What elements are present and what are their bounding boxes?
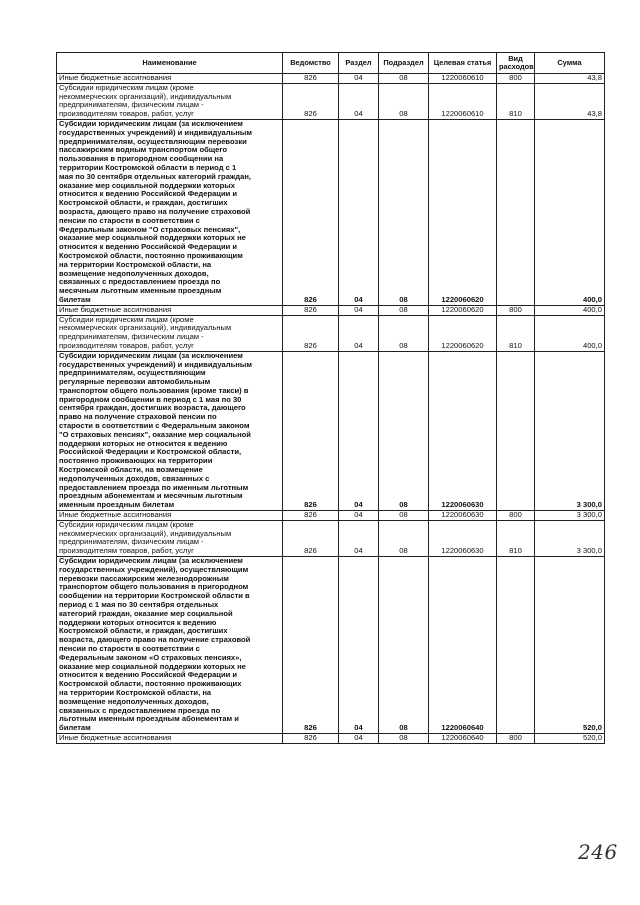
header-section: Раздел	[339, 53, 379, 74]
cell-name: Субсидии юридическим лицам (кроме некоммерческих организаций), индивидуальным предпринимателям, физическим лицам - производителям товаров, работ, услуг	[57, 520, 283, 556]
cell-expense-type	[497, 351, 535, 510]
header-name: Наименование	[57, 53, 283, 74]
cell-subsection: 08	[379, 351, 429, 510]
cell-section: 04	[339, 511, 379, 521]
header-subsection: Подраздел	[379, 53, 429, 74]
cell-dept: 826	[283, 351, 339, 510]
cell-expense-type: 810	[497, 315, 535, 351]
header-expense-type: Вид расходов	[497, 53, 535, 74]
cell-target-article: 1220060620	[429, 305, 497, 315]
cell-expense-type	[497, 119, 535, 305]
cell-name: Иные бюджетные ассигнования	[57, 305, 283, 315]
table-row	[57, 520, 605, 556]
cell-dept: 826	[283, 119, 339, 305]
cell-section: 04	[339, 315, 379, 351]
header-target-article: Целевая статья	[429, 53, 497, 74]
table-row	[57, 83, 605, 119]
cell-name: Субсидии юридическим лицам (за исключением государственных учреждений) и индивидуальным предпринимателям, осуществляющим регулярные перевозки автомобильным транспортом общего пользования (кроме такси) в пригородном сообщении в период с 1 мая по 30 сентября граждан, достигших возраста, дающего право на получение страховой пенсии по старости в соответствии с Федеральным законом "О страховых пенсиях", оказание мер социальной поддержки которых не относится к ведению Российской Федерации и Костромской области, постоянно проживающих на территории Костромской области, на возмещение недополученных доходов, связанных с предоставлением проезда по именным льготным проездным абонементам и месячным льготным именным проездным билетам	[57, 351, 283, 510]
table-header-row	[57, 53, 605, 74]
cell-name: Субсидии юридическим лицам (за исключением государственных учреждений) и индивидуальным предпринимателям, осуществляющим перевозки пассажирским водным транспортом общего пользования в пригородном сообщении на территории Костромской области в период с 1 мая по 30 сентября отдельных категорий граждан, оказание мер социальной поддержки которых относится к ведению Российской Федерации и Костромской области, и граждан, достигших возраста, дающего право на получение страховой пенсии по старости в соответствии с Федеральным законом "О страховых пенсиях", оказание мер социальной поддержки которых не относится к ведению Российской Федерации и Костромской области, постоянно проживающим на территории Костромской области, на возмещение недополученных доходов, связанных с предоставлением проезда по месячным льготным именным проездным билетам	[57, 119, 283, 305]
cell-dept: 826	[283, 511, 339, 521]
cell-amount: 400,0	[535, 315, 605, 351]
cell-section: 04	[339, 119, 379, 305]
cell-dept: 826	[283, 315, 339, 351]
cell-dept: 826	[283, 557, 339, 734]
cell-section: 04	[339, 557, 379, 734]
budget-table	[56, 52, 605, 744]
cell-expense-type	[497, 557, 535, 734]
cell-subsection: 08	[379, 733, 429, 743]
cell-expense-type: 800	[497, 305, 535, 315]
cell-target-article: 1220060620	[429, 315, 497, 351]
cell-amount: 3 300,0	[535, 511, 605, 521]
cell-name: Субсидии юридическим лицам (за исключением государственных учреждений), осуществляющим перевозки пассажирским железнодорожным транспортом общего пользования в пригородном сообщении на территории Костромской области в период с 1 мая по 30 сентября отдельных категорий граждан, оказание мер социальной поддержки которых относится к ведению Костромской области, и граждан, достигших возраста, дающего право на получение страховой пенсии по старости в соответствии с Федеральным законом «О страховых пенсиях», оказание мер социальной поддержки которых не относится к ведению Российской Федерации и Костромской области, постоянно проживающих на территории Костромской области, на возмещение недополученных доходов, связанных с предоставлением проезда по льготным именным проездным абонементам и билетам	[57, 557, 283, 734]
cell-expense-type: 800	[497, 74, 535, 84]
cell-amount: 43,8	[535, 83, 605, 119]
cell-section: 04	[339, 520, 379, 556]
table-row	[57, 315, 605, 351]
cell-subsection: 08	[379, 557, 429, 734]
table-row	[57, 511, 605, 521]
cell-expense-type: 810	[497, 520, 535, 556]
cell-amount: 43,8	[535, 74, 605, 84]
cell-section: 04	[339, 305, 379, 315]
cell-section: 04	[339, 733, 379, 743]
cell-dept: 826	[283, 83, 339, 119]
cell-target-article: 1220060640	[429, 557, 497, 734]
cell-subsection: 08	[379, 315, 429, 351]
table-row	[57, 119, 605, 305]
cell-amount: 520,0	[535, 733, 605, 743]
cell-dept: 826	[283, 74, 339, 84]
table-row	[57, 733, 605, 743]
cell-subsection: 08	[379, 511, 429, 521]
cell-target-article: 1220060630	[429, 351, 497, 510]
header-amount: Сумма	[535, 53, 605, 74]
cell-subsection: 08	[379, 74, 429, 84]
cell-section: 04	[339, 74, 379, 84]
cell-target-article: 1220060620	[429, 119, 497, 305]
cell-subsection: 08	[379, 520, 429, 556]
cell-name: Иные бюджетные ассигнования	[57, 511, 283, 521]
cell-amount: 3 300,0	[535, 351, 605, 510]
cell-name: Иные бюджетные ассигнования	[57, 74, 283, 84]
cell-dept: 826	[283, 520, 339, 556]
cell-expense-type: 810	[497, 83, 535, 119]
cell-target-article: 1220060640	[429, 733, 497, 743]
cell-section: 04	[339, 351, 379, 510]
cell-target-article: 1220060630	[429, 520, 497, 556]
cell-dept: 826	[283, 305, 339, 315]
cell-name: Субсидии юридическим лицам (кроме некоммерческих организаций), индивидуальным предпринимателям, физическим лицам - производителям товаров, работ, услуг	[57, 315, 283, 351]
cell-target-article: 1220060630	[429, 511, 497, 521]
header-dept: Ведомство	[283, 53, 339, 74]
cell-name: Иные бюджетные ассигнования	[57, 733, 283, 743]
page-number: 246	[578, 840, 618, 864]
cell-amount: 400,0	[535, 119, 605, 305]
cell-subsection: 08	[379, 83, 429, 119]
table-row	[57, 74, 605, 84]
cell-amount: 520,0	[535, 557, 605, 734]
table-row	[57, 557, 605, 734]
cell-expense-type: 800	[497, 733, 535, 743]
cell-amount: 3 300,0	[535, 520, 605, 556]
cell-name: Субсидии юридическим лицам (кроме некоммерческих организаций), индивидуальным предпринимателям, физическим лицам - производителям товаров, работ, услуг	[57, 83, 283, 119]
cell-expense-type: 800	[497, 511, 535, 521]
table-row	[57, 305, 605, 315]
cell-subsection: 08	[379, 119, 429, 305]
cell-section: 04	[339, 83, 379, 119]
cell-target-article: 1220060610	[429, 74, 497, 84]
cell-dept: 826	[283, 733, 339, 743]
cell-subsection: 08	[379, 305, 429, 315]
cell-amount: 400,0	[535, 305, 605, 315]
cell-target-article: 1220060610	[429, 83, 497, 119]
table-row	[57, 351, 605, 510]
